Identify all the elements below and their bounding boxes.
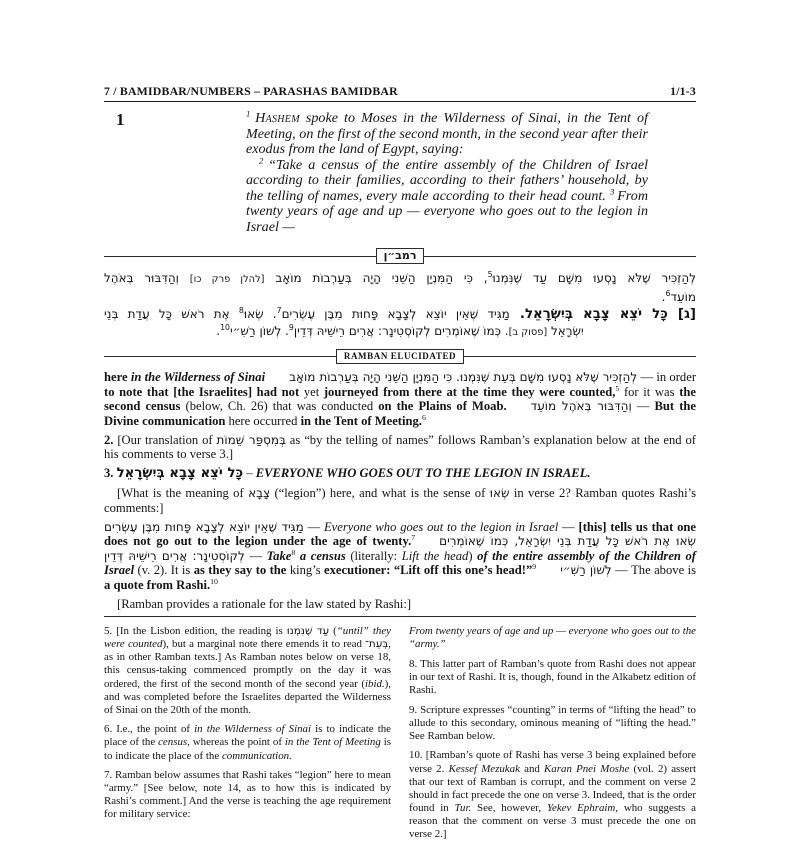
translation-section [104,108,696,235]
verse-1-text: $^1$ Hashem spoke to Moses in the Wilderness of Sinai, in the Tent of Meeting, on the first of the second month, in the second year after their exodus from the land of Egypt, saying: [246,108,648,157]
header-book-title: 7 / BAMIDBAR/NUMBERS – PARASHAS BAMIDBAR [104,84,398,98]
divider-line [464,356,696,357]
ramban-elucidated-label: RAMBAN ELUCIDATED [336,349,464,364]
footnotes-left-column [104,625,391,847]
divider-line [104,356,336,357]
elucidated-bracketed-intro: [What is the meaning of צָבָא (“legion”) here, and what is the sense of שְׂאוּ in verse 2? Ramban quotes Rashi’s comments:] [104,486,696,515]
hebrew-line: [ג] כָּל יֹצֵא צָבָא בְּיִשְׂרָאֵל. מַגִּיד שֶׁאֵין יוֹצֵא לְצָבָא פָּחוּת מִבֶּן עֶשְׂרִים$^7$. שְׂאוּ$^8$ אֶת רֹאשׁ כָּל עֲדַת בְּנֵי [104,305,697,322]
elucidated-paragraph: מַגִּיד שֶׁאֵין יוֹצֵא לְצָבָא פָּחוּת מִבֶּן עֶשְׂרִים — Everyone who goes out to the legion in Israel — [this] tells us that one does not go out to the legion under the age of twenty.$^7$ שְׂאוּ אֶת רֹאשׁ כָּל עֲדַת בְּנֵי יִשְׂרָאֵל, כְּמוֹ שֶׁאוֹמְרִים לְקוֹסְטִינָר: אֲרִים רֵישֵׁיהּ דְּדֵין — Take$^8$ a census (literally: Lift the head) of the entire assembly of the Children of Israel (v. 2). It is as they say to the king’s executioner: “Lift off this one’s head!”$^9$ לְשׁוֹן רַשִׁ״י — The above is a quote from Rashi.$^{10}$ [104,519,697,592]
footnotes-section [104,616,696,847]
hebrew-line: יִשְׂרָאֵל [פסוק ב]. כְּמוֹ שֶׁאוֹמְרִים לְקוֹסְטִינָר: אֲרִים רֵישֵׁיהּ דְּדֵין$^9$. לְשׁוֹן רַשִׁ״י$^{10}$. [216,323,584,339]
translation-text [246,108,648,235]
header-chapter-verse-ref: 1/1-3 [670,84,696,98]
footnote-5: 5. [In the Lisbon edition, the reading is עַד שֶׁנִּמְנוּ (“until” they were counted), but a marginal note there emends it to read בְּעֵת־, as in other Ramban texts.] As Ramban notes below on verse 18, this census-taking commenced promptly on the day it was ordered, the first of the second month of the second year (ibid.), and was completed before the Israelites departed the Wilderness of Sinai on the 20th of the month. [104,625,391,716]
book-page [104,0,696,848]
elucidated-section-divider [104,349,696,364]
ramban-section-divider [104,248,696,264]
footnote-7-continuation: From twenty years of age and up — everyone who goes out to the “army.” [409,625,696,651]
ramban-hebrew-text [104,270,696,342]
hebrew-line: לְהַזְכִּיר שֶׁלֹּא נָסְעוּ מִשָּׁם עַד שֶׁנִּמְנוּ$^5$, כִּי הַמִּנְיָן הַשֵּׁנִי הָיָה בְּעַרְבוֹת מוֹאָב [להלן פרק כו] וְהַדִּבּוּר בְּאֹהֶל [104,269,697,285]
chapter-number: 1 [116,110,125,129]
divider-line [424,256,696,257]
ramban-hebrew-label: רמב״ן [376,248,425,264]
elucidated-note-2: 2. [Our translation of בְּמִסְפַּר שֵׁמוֹת as “by the telling of names” follows Ramban’s explanation below at the end of his comments to verse 3.] [104,432,696,462]
elucidated-text [104,370,696,611]
elucidated-bracketed-note: [Ramban provides a rationale for the law stated by Rashi:] [117,596,412,611]
elucidated-paragraph: here in the Wilderness of Sinai לְהַזְכִּיר שֶׁלֹּא נָסְעוּ מִשָּׁם בְּעֵת שֶׁנִּמְנוּ. כִּי הַמִּנְיָן הַשֵּׁנִי הָיָה בְּעַרְבוֹת מוֹאָב — in order to note that [the Israelites] had not yet journeyed from there at the time they were counted,$^5$ for it was the second census (below, Ch. 26) that was conducted on the Plains of Moab. וְהַדִּבּוּר בְּאֹהֶל מוֹעֵד — But the Divine communication here occurred in the Tent of Meeting.$^6$ [104,370,697,428]
hebrew-line: מוֹעֵד$^6$. [661,288,696,304]
footnote-10: 10. [Ramban’s quote of Rashi has verse 3 being explained before verse 2. Kessef Mezukak and Karan Pnei Moshe (vol. 2) assert that our text of Ramban is corrupt, and the comment on verse 2 should in fact precede the one on verse 3. Indeed, that is the order found in Tur. See, however, Yekev Ephraim, who suggests a reason that the comment on verse 3 must precede the one on verse 2.] [409,749,697,840]
verse-2-3-text: $^2$ “Take a census of the entire assembly of the Children of Israel according to their families, according to their fathers’ household, by the telling of names, every male according to their head count. $^3$ From twenty years of age and up — everyone who goes out to the legion in Israel — [246,154,648,235]
footnote-6: 6. I.e., the point of in the Wilderness of Sinai is to indicate the place of the census, whereas the point of in the Tent of Meeting is to indicate the place of the communication. [104,723,391,762]
page-header [104,84,696,102]
divider-line [104,256,376,257]
elucidated-note-3-heading: 3. כָּל יֹצֵא צָבָא בְּיִשְׂרָאֵל – EVERYONE WHO GOES OUT TO THE LEGION IN ISRAEL. [104,466,591,482]
footnotes-right-column [409,625,696,847]
footnote-8: 8. This latter part of Ramban’s quote from Rashi does not appear in our text of Rashi. It is, though, found in the Alkabetz edition of Rashi. [409,657,696,697]
footnote-9: 9. Scripture expresses “counting” in terms of “lifting the head” to allude to this secondary, ominous meaning of “lifting the head.” See Ramban below. [409,703,696,742]
footnote-7: 7. Ramban below assumes that Rashi takes “legion” here to mean “army.” [See below, note 14, as to how this is indicated by Rashi’s comment.] And the verse is teaching the age requirement for military service: [104,769,391,821]
